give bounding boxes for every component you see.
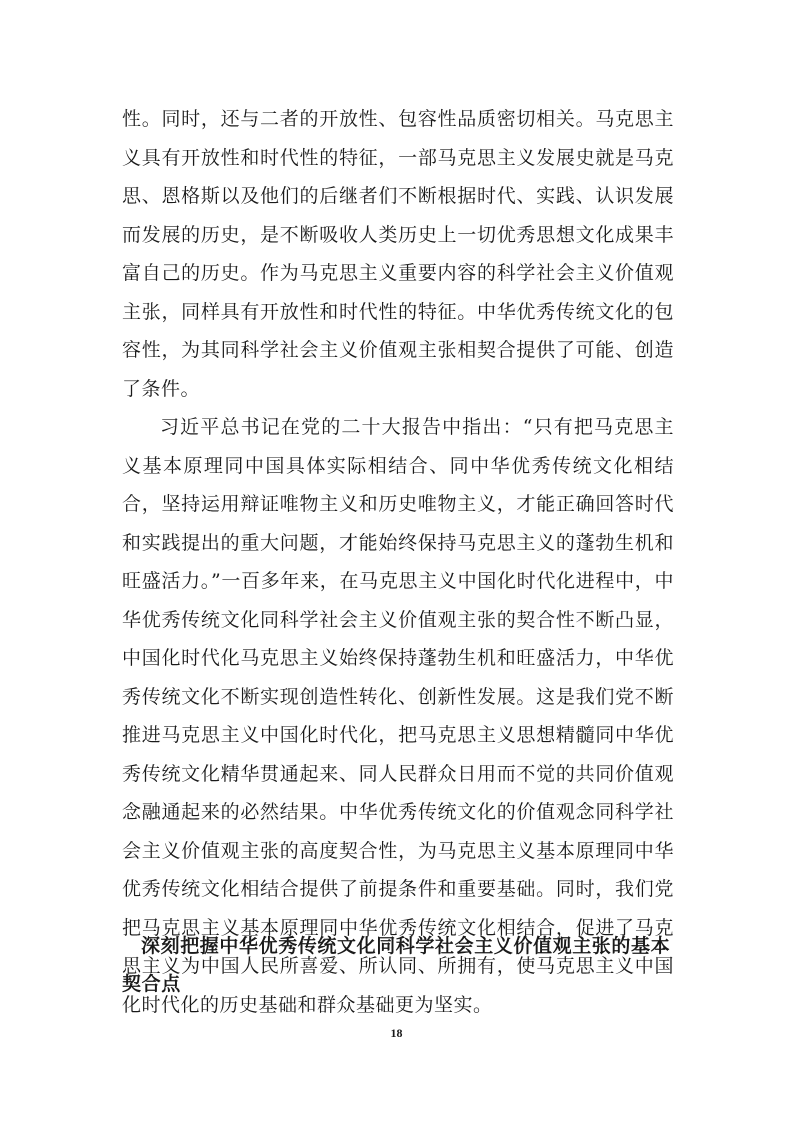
page-number: 18	[390, 1026, 403, 1040]
section-heading: 深刻把握中华优秀传统文化同科学社会主义价值观主张的基本契合点	[122, 935, 671, 995]
paragraph-quote: 习近平总书记在党的二十大报告中指出：“只有把马克思主义基本原理同中国具体实际相结合、同中华优秀传统文化相结合，坚持运用辩证唯物主义和历史唯物主义，才能正确回答时代和实践提出的重大问题，才能始终保持马克思主义的蓬勃生机和旺盛活力。”一百多年来，在马克思主义中国化时代化进程中，中华优秀传统文化同科学社会主义价值观主张的契合性不断凸显，中国化时代化马克思主义始终保持蓬勃生机和旺盛活力，中华优秀传统文化不断实现创造性转化、创新性发展。这是我们党不断推进马克思主义中国化时代化，把马克思主义思想精髓同中华优秀传统文化精华贯通起来、同人民群众日用而不觉的共同价值观念融通起来的必然结果。中华优秀传统文化的价值观念同科学社会主义价值观主张的高度契合性，为马克思主义基本原理同中华优秀传统文化相结合提供了前提条件和重要基础。同时，我们党把马克思主义基本原理同中华优秀传统文化相结合，促进了马克思主义为中国人民所喜爱、所认同、所拥有，使马克思主义中国化时代化的历史基础和群众基础更为坚实。	[122, 416, 674, 1016]
paragraph-continuation: 性。同时，还与二者的开放性、包容性品质密切相关。马克思主义具有开放性和时代性的特征，一部马克思主义发展史就是马克思、恩格斯以及他们的后继者们不断根据时代、实践、认识发展而发展的历史，是不断吸收人类历史上一切优秀思想文化成果丰富自己的历史。作为马克思主义重要内容的科学社会主义价值观主张，同样具有开放性和时代性的特征。中华优秀传统文化的包容性，为其同科学社会主义价值观主张相契合提供了可能、创造了条件。	[122, 108, 674, 400]
body-text	[122, 100, 674, 1024]
